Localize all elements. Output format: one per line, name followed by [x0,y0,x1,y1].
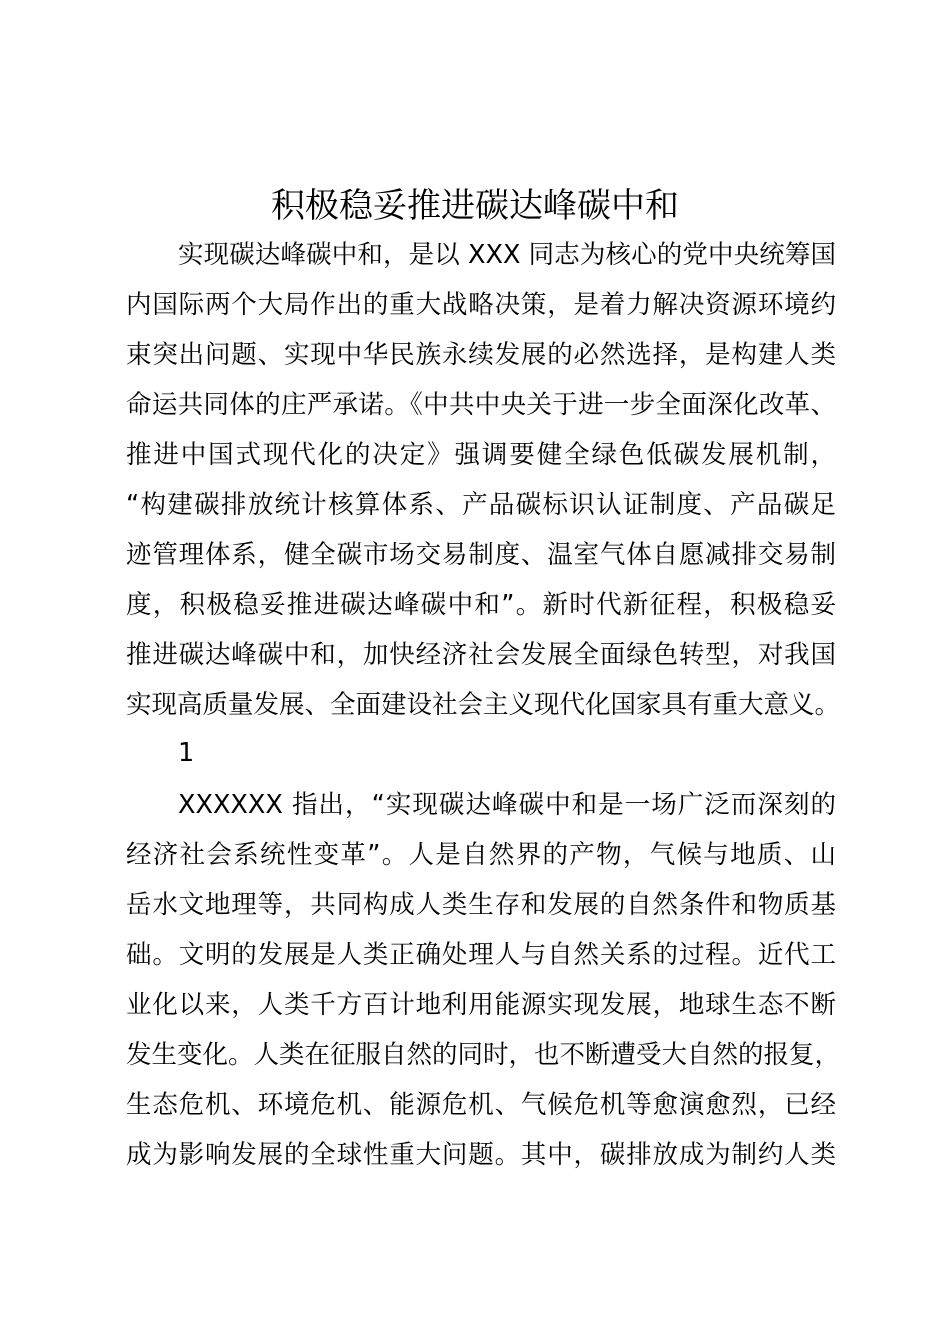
document-title: 积极稳妥推进碳达峰碳中和 [271,186,679,226]
paragraph-2-line: 生态危机、环境危机、能源危机、气候危机等愈演愈烈，已经 [126,1090,836,1120]
paragraph-1-line: 迹管理体系，健全碳市场交易制度、温室气体自愿减排交易制 [126,540,836,570]
paragraph-2-line: 发生变化。人类在征服自然的同时，也不断遭受大自然的报复， [126,1040,841,1070]
paragraph-1-line: 命运共同体的庄严承诺。《中共中央关于进一步全面深化改革、 [126,390,836,420]
paragraph-1-line: “构建碳排放统计核算体系、产品碳标识认证制度、产品碳足 [126,490,836,520]
paragraph-1-line: 实现高质量发展、全面建设社会主义现代化国家具有重大意义。 [126,690,841,720]
paragraph-2-line: 岳水文地理等，共同构成人类生存和发展的自然条件和物质基 [126,890,836,920]
paragraph-2-line: 经济社会系统性变革”。人是自然界的产物，气候与地质、山 [126,840,836,870]
section-number: 1 [178,738,195,768]
paragraph-2-line: 成为影响发展的全球性重大问题。其中，碳排放成为制约人类 [126,1140,836,1170]
paragraph-1-line: 束突出问题、实现中华民族永续发展的必然选择，是构建人类 [126,340,836,370]
paragraph-2-line: 业化以来，人类千方百计地利用能源实现发展，地球生态不断 [126,990,836,1020]
paragraph-2-line: 础。文明的发展是人类正确处理人与自然关系的过程。近代工 [126,940,836,970]
paragraph-2-line: XXXXXX 指出，“实现碳达峰碳中和是一场广泛而深刻的 [178,790,836,820]
paragraph-1-line: 内国际两个大局作出的重大战略决策，是着力解决资源环境约 [126,290,836,320]
paragraph-1-line: 实现碳达峰碳中和，是以 XXX 同志为核心的党中央统筹国 [178,240,836,270]
paragraph-1-line: 推进碳达峰碳中和，加快经济社会发展全面绿色转型，对我国 [126,640,836,670]
paragraph-1-line: 推进中国式现代化的决定》强调要健全绿色低碳发展机制， [126,440,836,470]
paragraph-1-line: 度，积极稳妥推进碳达峰碳中和”。新时代新征程，积极稳妥 [126,590,836,620]
